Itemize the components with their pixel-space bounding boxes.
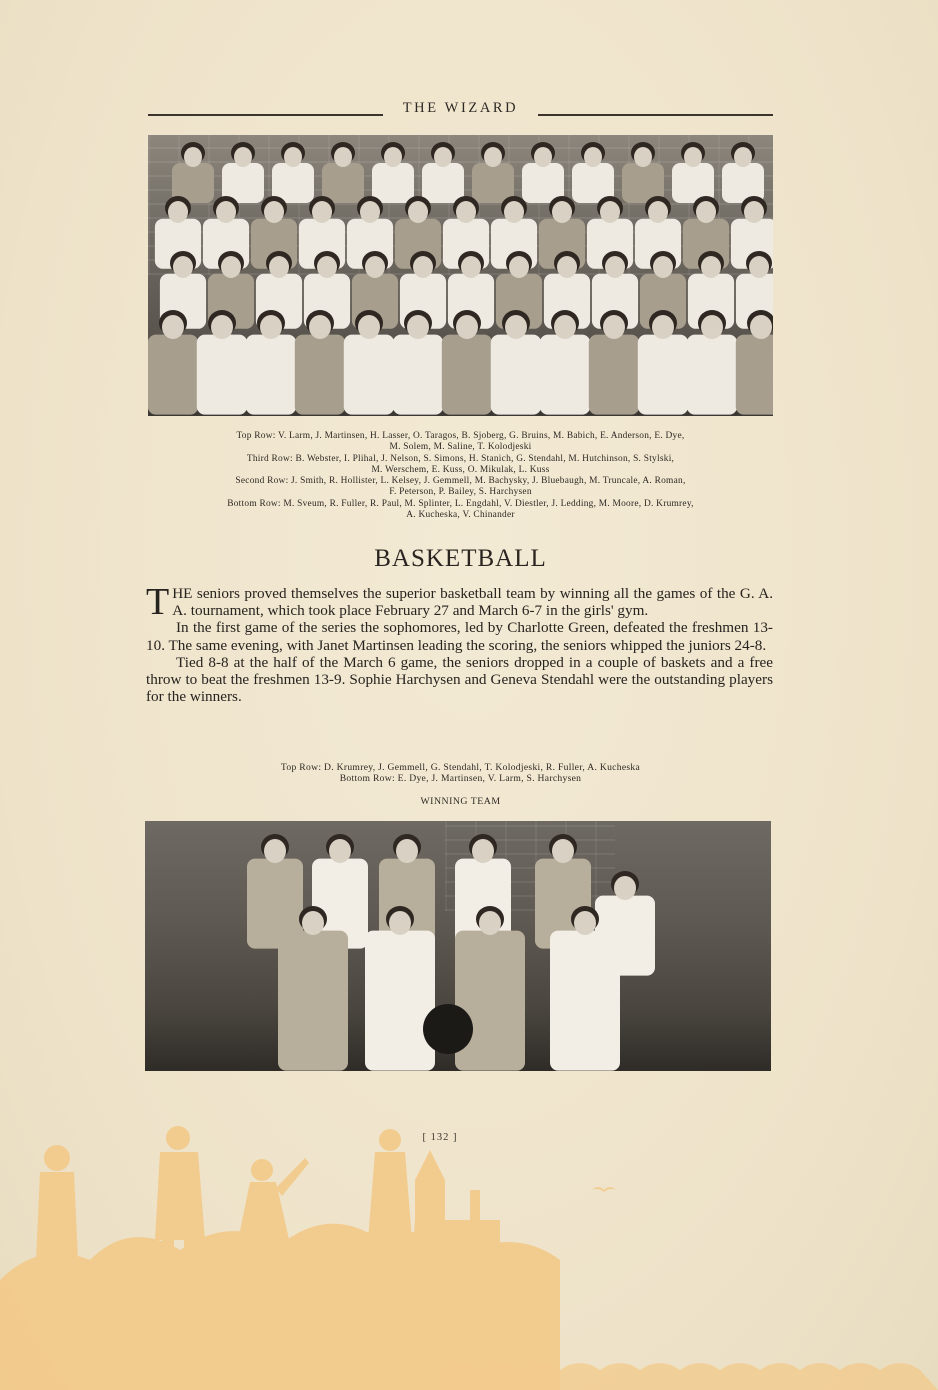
figure-body bbox=[365, 931, 435, 1071]
caption-line: Top Row: D. Krumrey, J. Gemmell, G. Stendahl, T. Kolodjeski, R. Fuller, A. Kucheska bbox=[280, 762, 641, 773]
figure-face bbox=[557, 256, 577, 278]
figure-body bbox=[589, 335, 639, 415]
caption-line: M. Solem, M. Saline, T. Kolodjeski bbox=[389, 442, 532, 453]
figure-body bbox=[322, 163, 364, 203]
figure-face bbox=[264, 839, 286, 863]
figure-face bbox=[696, 201, 716, 223]
figure-face bbox=[479, 911, 501, 935]
figure-face bbox=[605, 256, 625, 278]
figure-body bbox=[736, 335, 773, 415]
header-title: THE WIZARD bbox=[402, 100, 519, 116]
figure-face bbox=[329, 839, 351, 863]
figure-face bbox=[168, 201, 188, 223]
figure-face bbox=[552, 839, 574, 863]
figure-face bbox=[652, 315, 674, 339]
figure-face bbox=[408, 201, 428, 223]
figure-face bbox=[234, 147, 252, 167]
figure-face bbox=[684, 147, 702, 167]
figure-face bbox=[413, 256, 433, 278]
figure-face bbox=[358, 315, 380, 339]
figure-face bbox=[284, 147, 302, 167]
figure-face bbox=[384, 147, 402, 167]
figure-face bbox=[365, 256, 385, 278]
winning-team-figures bbox=[145, 821, 771, 1071]
figure-face bbox=[552, 201, 572, 223]
article-paragraph-1 bbox=[146, 581, 773, 623]
group-photo-caption bbox=[148, 431, 773, 521]
figure-face bbox=[734, 147, 752, 167]
drop-cap: T bbox=[146, 581, 170, 623]
figure-face bbox=[407, 315, 429, 339]
figure-body bbox=[540, 335, 590, 415]
figure-body bbox=[491, 335, 541, 415]
figure-body bbox=[372, 163, 414, 203]
figure-body bbox=[344, 335, 394, 415]
figure-body bbox=[246, 335, 296, 415]
caption-line: Third Row: B. Webster, I. Plihal, J. Nelson, S. Simons, H. Stanich, G. Stendahl, M. Hutchinson, S. Stylski, bbox=[246, 453, 675, 464]
figure-face bbox=[750, 315, 772, 339]
running-header bbox=[148, 97, 773, 119]
figure-face bbox=[534, 147, 552, 167]
figure-face bbox=[434, 147, 452, 167]
figure-face bbox=[312, 201, 332, 223]
figure-body bbox=[455, 931, 525, 1071]
figure-face bbox=[701, 256, 721, 278]
page-number: [ 132 ] bbox=[422, 1132, 458, 1143]
figure-face bbox=[216, 201, 236, 223]
figure-body bbox=[295, 335, 345, 415]
caption-line: F. Peterson, P. Bailey, S. Harchysen bbox=[389, 487, 532, 498]
winning-team-label: WINNING TEAM bbox=[420, 796, 501, 807]
figure-face bbox=[584, 147, 602, 167]
figure-face bbox=[309, 315, 331, 339]
figure-face bbox=[360, 201, 380, 223]
figure-face bbox=[554, 315, 576, 339]
figure-face bbox=[264, 201, 284, 223]
figure-body bbox=[687, 335, 737, 415]
figure-face bbox=[221, 256, 241, 278]
figure-face bbox=[211, 315, 233, 339]
figure-face bbox=[509, 256, 529, 278]
figure-body bbox=[422, 163, 464, 203]
figure-face bbox=[173, 256, 193, 278]
caption-line: Bottom Row: M. Sveum, R. Fuller, R. Paul, M. Splinter, L. Engdahl, V. Diestler, J. Ledding, M. Moore, D. Krumrey, bbox=[227, 498, 694, 509]
article-heading: BASKETBALL bbox=[374, 545, 547, 572]
figure-face bbox=[701, 315, 723, 339]
figure-face bbox=[504, 201, 524, 223]
figure-face bbox=[317, 256, 337, 278]
figure-face bbox=[302, 911, 324, 935]
figure-face bbox=[334, 147, 352, 167]
article-paragraph-2: In the first game of the series the sophomores, led by Charlotte Green, defeated the freshmen 13-10. The same evening, with Janet Martinsen leading the scoring, the seniors whipped the juniors 24-8. bbox=[146, 619, 773, 654]
figure-face bbox=[603, 315, 625, 339]
header-rule-right bbox=[538, 114, 773, 116]
figure-face bbox=[269, 256, 289, 278]
header-rule-left bbox=[148, 114, 383, 116]
figure-face bbox=[600, 201, 620, 223]
figure-body bbox=[148, 335, 198, 415]
figure-body bbox=[442, 335, 492, 415]
figure-face bbox=[744, 201, 764, 223]
article-paragraph-3: Tied 8-8 at the half of the March 6 game, the seniors dropped in a couple of baskets and a free throw to beat the freshmen 13-9. Sophie Harchysen and Geneva Stendahl were the outstanding players for the winners. bbox=[146, 653, 773, 706]
caption-line: Second Row: J. Smith, R. Hollister, L. Kelsey, J. Gemmell, M. Bachysky, J. Bluebaugh, M. Truncale, A. Roman, bbox=[235, 476, 686, 487]
figure-face bbox=[484, 147, 502, 167]
caption-line: M. Werschem, E. Kuss, O. Mikulak, L. Kuss bbox=[371, 464, 550, 475]
figure-face bbox=[634, 147, 652, 167]
figure-face bbox=[653, 256, 673, 278]
figure-face bbox=[260, 315, 282, 339]
figure-body bbox=[550, 931, 620, 1071]
figure-face bbox=[461, 256, 481, 278]
figure-face bbox=[162, 315, 184, 339]
figure-face bbox=[749, 256, 769, 278]
figure-body bbox=[638, 335, 688, 415]
figure-face bbox=[648, 201, 668, 223]
figure-face bbox=[184, 147, 202, 167]
caption-line: A. Kucheska, V. Chinander bbox=[406, 510, 515, 521]
caption-line: Bottom Row: E. Dye, J. Martinsen, V. Larm, S. Harchysen bbox=[339, 773, 582, 785]
winning-team-caption bbox=[148, 762, 773, 785]
figure-face bbox=[505, 315, 527, 339]
group-photo-figures bbox=[148, 135, 773, 416]
girls-athletic-association-group-photo bbox=[148, 135, 773, 416]
figure-body bbox=[472, 163, 514, 203]
figure-face bbox=[389, 911, 411, 935]
figure-body bbox=[197, 335, 247, 415]
basketball bbox=[423, 1004, 473, 1054]
figure-body bbox=[393, 335, 443, 415]
decorative-footer-illustration bbox=[0, 1110, 938, 1390]
caption-line: Top Row: V. Larm, J. Martinsen, H. Lasser, O. Taragos, B. Sjoberg, G. Bruins, M. Babich, E. Anderson, E. Dye, bbox=[236, 431, 685, 441]
figure-face bbox=[472, 839, 494, 863]
figure-face bbox=[614, 876, 636, 900]
winning-team-photo bbox=[145, 821, 771, 1071]
figure-face bbox=[456, 201, 476, 223]
paragraph-1-text: HE seniors proved themselves the superior basketball team by winning all the games of the G. A. A. tournament, which took place February 27 and March 6-7 in the girls' gym. bbox=[172, 585, 773, 620]
figure-face bbox=[396, 839, 418, 863]
figure-face bbox=[574, 911, 596, 935]
article-body bbox=[146, 581, 773, 706]
figure-face bbox=[456, 315, 478, 339]
figure-body bbox=[278, 931, 348, 1071]
